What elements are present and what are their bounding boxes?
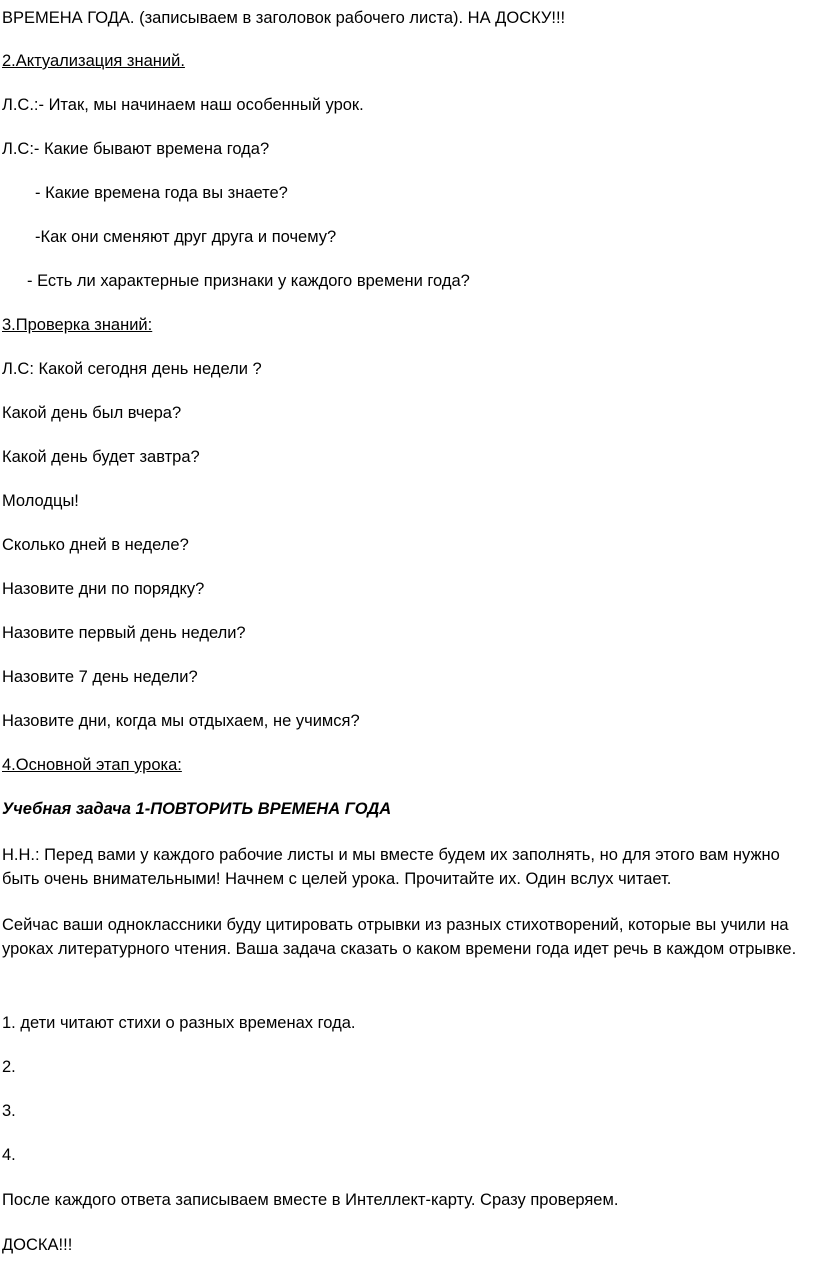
text-line: Сколько дней в неделе? [2, 536, 189, 554]
text-line: Какой день был вчера? [2, 404, 182, 422]
text-line: ДОСКА!!! [2, 1236, 73, 1254]
paragraph: Н.Н.: Перед вами у каждого рабочие листы и мы вместе будем их заполнять, но для этого вам нужно быть очень внимательными! Начнем с целей урока. Прочитайте их. Один вслух читает. [2, 846, 780, 888]
question-line: - Есть ли характерные признаки у каждого времени года? [27, 272, 470, 290]
section-heading-4: 4.Основной этап урока: [2, 756, 182, 774]
text-line: Какой день будет завтра? [2, 448, 200, 466]
question-line: - Какие времена года вы знаете? [35, 184, 288, 202]
text-line: Л.С:- Какие бывают времена года? [2, 140, 270, 158]
text-line: Л.С: Какой сегодня день недели ? [2, 360, 262, 378]
text-line: Назовите дни по порядку? [2, 580, 205, 598]
list-item: 4. [2, 1146, 16, 1164]
list-item: 1. дети читают стихи о разных временах года. [2, 1014, 356, 1032]
text-line: Назовите 7 день недели? [2, 668, 198, 686]
section-heading-3: 3.Проверка знаний: [2, 316, 153, 334]
paragraph: Сейчас ваши одноклассники буду цитировать отрывки из разных стихотворений, которые вы учили на уроках литературного чтения. Ваша задача сказать о каком времени года идет речь в каждом отрывке. [2, 916, 797, 958]
section-heading-2: 2.Актуализация знаний. [2, 52, 185, 70]
text-line: Л.С.:- Итак, мы начинаем наш особенный урок. [2, 96, 364, 114]
list-item: 3. [2, 1102, 16, 1120]
text-line: Назовите первый день недели? [2, 624, 246, 642]
text-line: Назовите дни, когда мы отдыхаем, не учимся? [2, 712, 360, 730]
text-line: Молодцы! [2, 492, 79, 510]
learning-task-heading: Учебная задача 1-ПОВТОРИТЬ ВРЕМЕНА ГОДА [2, 800, 392, 818]
question-line: -Как они сменяют друг друга и почему? [35, 228, 337, 246]
text-line: После каждого ответа записываем вместе в Интеллект-карту. Сразу проверяем. [2, 1191, 619, 1209]
title-line: ВРЕМЕНА ГОДА. (записываем в заголовок рабочего листа). НА ДОСКУ!!! [2, 9, 566, 27]
list-item: 2. [2, 1058, 16, 1076]
